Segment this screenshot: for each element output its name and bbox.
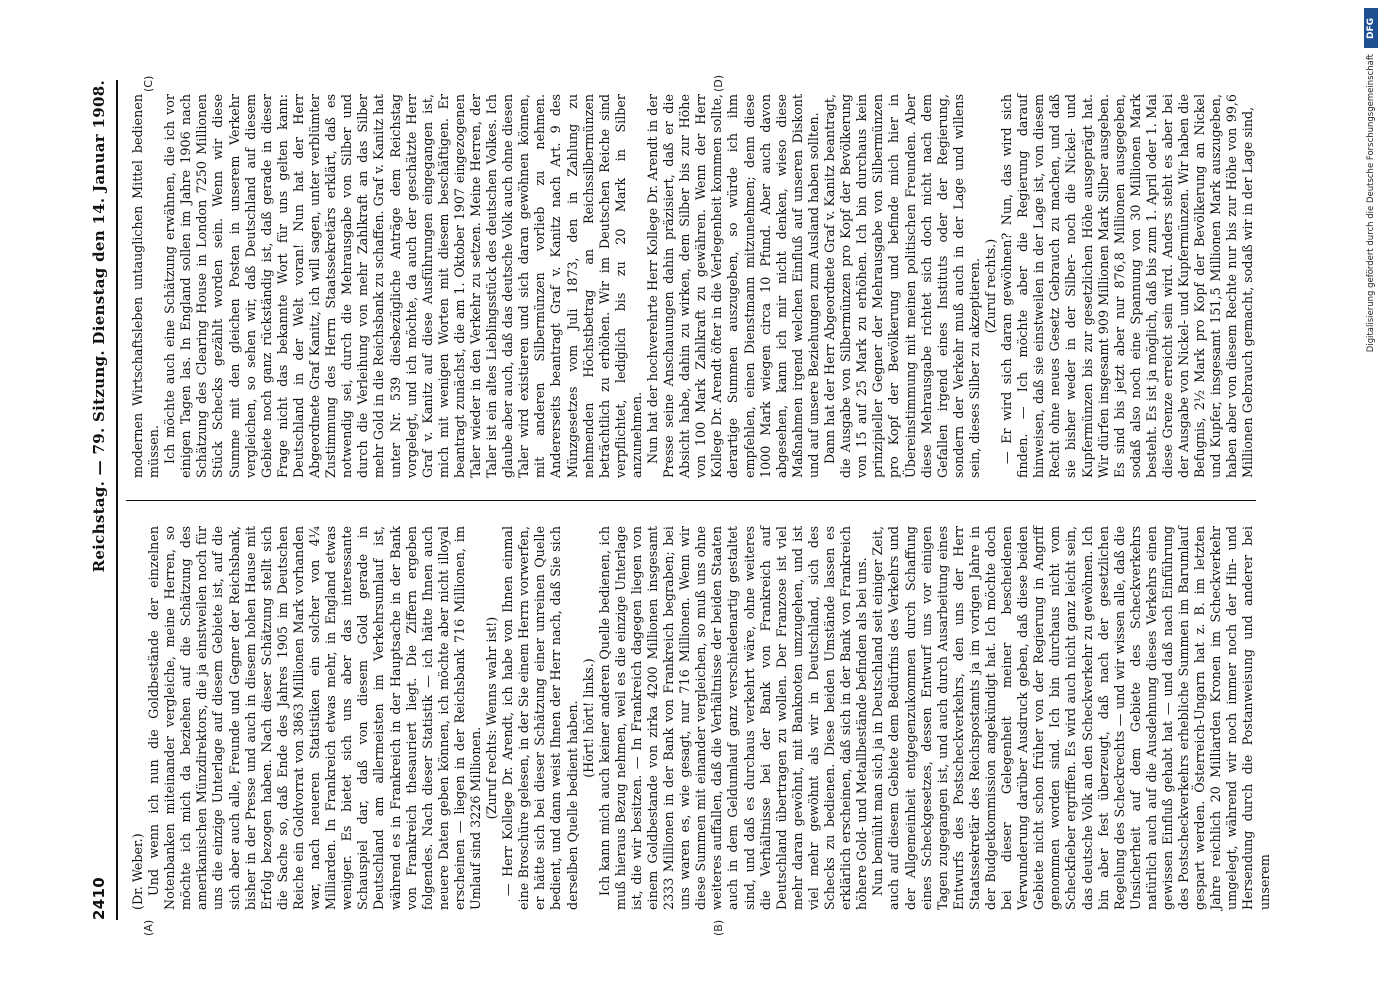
margin-mark-d: (D) (711, 74, 725, 92)
page-header (84, 80, 114, 920)
paragraph: modernen Wirtschaftsleben untauglichen Mittel bedienen müssen. (129, 94, 161, 478)
paragraph: — Er wird sich daran gewöhnen? Nun, das wird sich finden. — Ich möchte aber die Regierung darauf hinweisen, daß sie einstweilen in der Lage ist, von diesem Recht ohne neues Gesetz Gebrauch zu machen, und daß sie bisher weder in der Silber- noch die Nickel- und Kupfermünzen bis zur gesetzlichen Höhe ausgeprägt hat. Wir dürfen insgesamt 909 Millionen Mark Silber ausgeben. Es sind bis jetzt aber nur 876,8 Millionen ausgegeben, sodaß also noch eine Spannung von 30 Millionen Mark besteht. Es ist ja möglich, daß bis zum 1. April oder 1. Mai diese Grenze erreicht sein wird. Anders steht es aber bei der Ausgabe von Nickel- und Kupfermünzen. Wir haben die Befugnis, 2½ Mark pro Kopf der Bevölkerung an Nickel und Kupfer, insgesamt 151,5 Millionen Mark auszugeben, haben aber von diesem Rechte nur bis zur Höhe von 99,6 Millionen Gebrauch gemacht, sodaß wir in der Lage sind, (998, 94, 1255, 478)
dfg-side-note (1363, 8, 1379, 998)
header-rule (116, 80, 118, 920)
margin-mark-c: (C) (141, 75, 155, 92)
dfg-logo: DFG (1364, 8, 1378, 48)
paragraph: Ich kann mich auch keiner anderen Quelle bedienen, ich muß hieraus Bezug nehmen, weil es die einzige Unterlage ist, die wir besitzen. — In Frankreich dagegen liegen von einem Goldbestande von zirka 4200 Millionen insgesamt 2333 Millionen in der Bank von Frankreich begraben; bei uns waren es, wie gesagt, nur 716 Millionen. Wenn wir diese Summen mit einander vergleichen, so muß uns ohne weiteres auffallen, daß die Verhältnisse der beiden Staaten auch in dem Geldumlauf ganz verschiedenartig gestaltet sind, und daß es durchaus verkehrt wäre, ohne weiteres die Verhältnisse bei der Bank von Frankreich auf Deutschland übertragen zu wollen. Der Franzose ist viel mehr daran gewöhnt, mit Banknoten umzugehen, und ist viel mehr gewöhnt als wir in Deutschland, sich des Schecks zu bedienen. Diese beiden Umstände lassen es erklärlich erscheinen, daß sich in der Bank von Frankreich höhere Gold- und Metallbestände befinden als bei uns. (596, 526, 869, 910)
paragraph: Dann hat der Herr Abgeordnete Graf v. Kanitz beantragt, die Ausgabe von Silbermünzen pro Kopf der Bevölkerung von 15 auf 25 Mark zu erhöhen. Ich bin durchaus kein prinzipieller Gegner der Mehrausgabe von Silbermünzen pro Kopf der Bevölkerung und befinde mich hier in Übereinstimmung mit meinen politischen Freunden. Aber diese Mehrausgabe richtet sich doch nicht nach dem Gefallen irgend eines Instituts oder der Regierung, sondern der Verkehr muß auch in der Lage und willens sein, dieses Silber zu akzeptieren. (821, 94, 982, 478)
paragraph: Nun hat der hochverehrte Herr Kollege Dr. Arendt in der Presse seine Anschauungen dahin präzisiert, daß er die Absicht habe, dahin zu wirken, dem Silber bis zur Höhe von 100 Mark Zahlkraft zu gewähren. Wenn der Herr Kollege Dr. Arendt öfter in die Verlegenheit kommen sollte, derartige Summen auszugeben, so würde ich ihm empfehlen, einen Dienstmann mitzunehmen; denn diese 1000 Mark wiegen circa 10 Pfund. Aber auch davon abgesehen, kann ich mir nicht denken, wieso diese Maßnahmen irgend welchen Einfluß auf unseren Diskont und auf unsere Beziehungen zum Ausland haben sollten. (644, 94, 821, 478)
margin-mark-a: (A) (141, 919, 155, 936)
speaker-label: (Dr. Weber.) (129, 833, 145, 910)
interjection: (Zuruf rechts.) (982, 238, 998, 334)
paragraph: Nun bemüht man sich ja in Deutschland seit einiger Zeit, auch auf diesem Gebiete dem Bedürfnis des Verkehrs und der Allgemeinheit entgegenzukommen durch Schaffung eines Scheckgesetzes, dessen Entwurf uns vor einigen Tagen zugegangen ist, und auch durch Ausarbeitung eines Entwurfs des Postscheckverkehrs, den uns der Herr Staatssekretär des Reichspostamts ja im vorigen Jahre in der Budgetkommission angekündigt hat. Ich möchte doch bei dieser Gelegenheit meiner bescheidenen Verwunderung darüber Ausdruck geben, daß diese beiden Gebiete nicht schon früher von der Regierung in Angriff genommen worden sind. Ich bin durchaus nicht vom Scheckfieber ergriffen. Es wird auch nicht ganz leicht sein, das deutsche Volk an den Scheckverkehr zu gewöhnen. Ich bin aber fest überzeugt, daß nach der gesetzlichen Regelung des Scheckrechts — und wir wissen alle, daß die Unsicherheit auf dem Gebiete des Scheckverkehrs natürlich auch auf die Ausdehnung dieses Verkehrs einen gewissen Einfluß gehabt hat — und daß nach Einführung des Postscheckverkehrs erhebliche Summen im Barumlauf gespart werden. Österreich-Ungarn hat z. B. im letzten Jahre reichlich 20 Milliarden Kronen im Scheckverkehr umgelegt, während wir noch immer noch der Hin- und Hersendung durch die Postanweisung und anderer bei unserem (869, 526, 1272, 910)
right-column (129, 94, 1255, 478)
paragraph: — Herr Kollege Dr. Arendt, ich habe von Ihnen einmal eine Broschüre gelesen, in der Sie einem Herrn vorwerfen, er hätte sich bei dieser Schätzung einer unreinen Quelle bedient, und dann weist Ihnen der Herr nach, daß Sie sich derselben Quelle bedient haben. (499, 526, 580, 910)
interjection: (Hört! hört! links.) (580, 658, 596, 778)
dfg-funding-note: Digitalisierung gefördert durch die Deutsche Forschungsgemeinschaft (1366, 54, 1376, 353)
rotated-page (72, 60, 1312, 940)
left-column (129, 526, 1272, 910)
interjection: (Zuruf rechts: Wenns wahr ist!) (483, 616, 499, 820)
page-number: 2410 (89, 877, 108, 920)
paragraph: Ich möchte auch eine Schätzung erwähnen, die ich vor einigen Tagen las. In England sollen im Jahre 1906 nach Schätzung des Clearing House in London 7250 Millionen Stück Schecks gezählt worden sein. Wenn wir diese Summe mit den gleichen Posten in unserem Verkehr vergleichen, so sehen wir, daß Deutschland auf diesem Gebiete noch ganz rückständig ist, daß gerade in dieser Frage nicht das bekannte Wort für uns gelten kann: Deutschland in der Welt voran! Nun hat der Herr Abgeordnete Graf Kanitz, ich will sagen, unter verblümter Zustimmung des Herrn Staatssekretärs erklärt, daß es notwendig sei, durch die Mehrausgabe von Silber und durch die Verleihung von mehr Zahlkraft an das Silber mehr Gold in die Reichsbank zu schaffen. Graf v. Kanitz hat unter Nr. 539 diesbezügliche Anträge dem Reichstag vorgelegt, und ich möchte, da auch der geschätzte Herr Graf v. Kanitz auf diese Ausführungen eingegangen ist, mich mit wenigen Worten mit diesem beschäftigen. Er beantragt zunächst, die am 1. Oktober 1907 eingezogenen Taler wieder in den Verkehr zu setzen. Meine Herren, der Taler ist ein altes Lieblingsstück des deutschen Volkes. Ich glaube aber auch, daß das deutsche Volk auch ohne diesen Taler wird existieren und sich daran gewöhnen können, mit anderen Silbermünzen vorlieb zu nehmen. Andererseits beantragt Graf v. Kanitz nach Art. 9 des Münzgesetzes vom Juli 1873, den in Zahlung zu nehmenden Höchstbetrag an Reichssilbermünzen beträchtlich zu erhöhen. Wir im Deutschen Reiche sind verpflichtet, lediglich bis zu 20 Mark in Silber anzunehmen. (161, 94, 644, 478)
running-title: Reichstag. — 79. Sitzung. Dienstag den 14. Januar 1908. (89, 80, 108, 573)
paragraph: Und wenn ich nun die Goldbestände der einzelnen Notenbanken miteinander vergleiche, meine Herren, so möchte ich mich da beziehen auf die Schätzung des amerikanischen Münzdirektors, die ja einstweilen noch für uns die einzige Unterlage auf diesem Gebiete ist, auf die sich aber auch alle, Freunde und Gegner der Reichsbank, bisher in der Presse und auch in diesem hohen Hause mit Erfolg bezogen haben. Nach dieser Schätzung stellt sich die Sache so, daß Ende des Jahres 1905 im Deutschen Reiche ein Goldvorrat von 3863 Millionen Mark vorhanden war, nach neueren Statistiken ein solcher von 4¼ Milliarden. In Frankreich etwas mehr, in England etwas weniger. Es bietet sich uns aber das interessante Schauspiel dar, daß von diesem Gold gerade in Deutschland am allermeisten im Verkehrsumlauf ist, während es in Frankreich in der Hauptsache in der Bank von Frankreich thesauriert liegt. Die Ziffern ergeben folgendes. Nach dieser Statistik — ich hätte Ihnen auch neuere Daten geben können, ich möchte aber nicht illoyal erscheinen — liegen in der Reichsbank 716 Millionen, im Umlauf sind 3226 Millionen. (145, 526, 483, 910)
margin-mark-b: (B) (711, 919, 725, 936)
column-divider (126, 500, 1256, 501)
